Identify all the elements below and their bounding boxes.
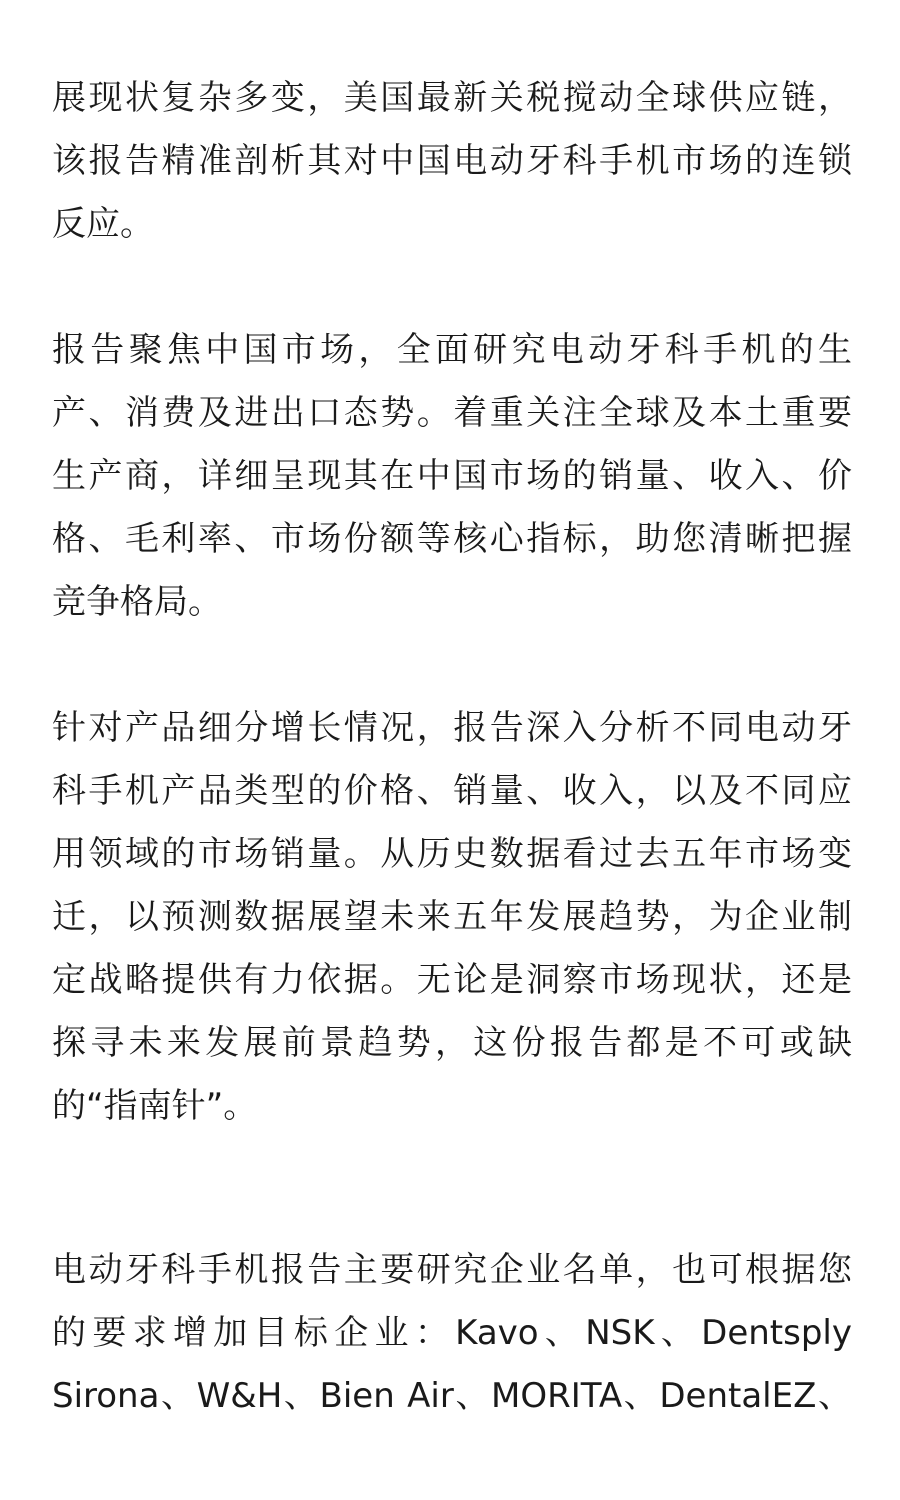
text-line: 定战略提供有力依据。无论是洞察市场现状，还是 [52,960,852,1000]
text-line: 反应。 [52,204,154,244]
text-line: 针对产品细分增长情况，报告深入分析不同电动牙 [52,708,852,748]
text-line: 用领域的市场销量。从历史数据看过去五年市场变 [52,834,852,874]
text-line: 生产商，详细呈现其在中国市场的销量、收入、价 [52,456,852,496]
text-line: 展现状复杂多变，美国最新关税搅动全球供应链， [52,78,852,118]
text-line: 的要求增加目标企业：Kavo、NSK、Dentsply [52,1313,852,1353]
text-line: 报告聚焦中国市场，全面研究电动牙科手机的生 [52,330,852,370]
text-line: 科手机产品类型的价格、销量、收入，以及不同应 [52,771,852,811]
text-line: 产、消费及进出口态势。着重关注全球及本土重要 [52,393,852,433]
text-line: 格、毛利率、市场份额等核心指标，助您清晰把握 [52,519,852,559]
text-line: 迁，以预测数据展望未来五年发展趋势，为企业制 [52,897,852,937]
text-line: 探寻未来发展前景趋势，这份报告都是不可或缺 [52,1023,852,1063]
text-line: 该报告精准剖析其对中国电动牙科手机市场的连锁 [52,141,852,181]
text-line: Sirona、W&H、Bien Air、MORITA、DentalEZ、 [52,1376,852,1416]
text-line: 竞争格局。 [52,582,222,622]
text-line: 的“指南针”。 [52,1086,258,1126]
text-line: 电动牙科手机报告主要研究企业名单，也可根据您 [52,1250,852,1290]
